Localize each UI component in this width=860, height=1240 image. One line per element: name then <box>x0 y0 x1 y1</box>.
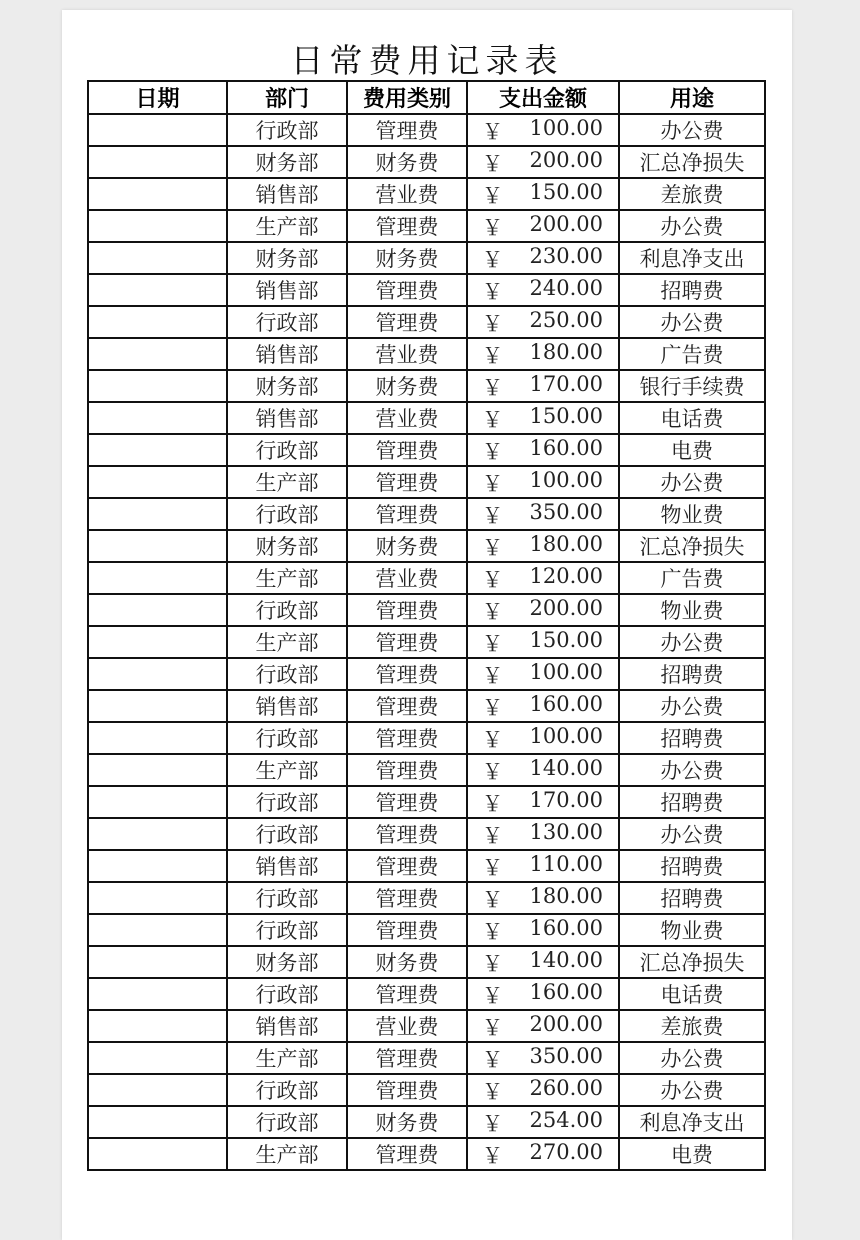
category-cell: 管理费 <box>347 754 467 786</box>
department-cell: 财务部 <box>227 146 347 178</box>
currency-symbol: ￥ <box>482 568 503 592</box>
table-row <box>88 722 765 754</box>
amount-cell <box>467 1138 619 1170</box>
category-cell: 管理费 <box>347 434 467 466</box>
department-cell: 生产部 <box>227 1042 347 1074</box>
department-cell: 销售部 <box>227 402 347 434</box>
amount-value: 140.00 <box>529 948 603 972</box>
amount-cell <box>467 786 619 818</box>
currency-symbol: ￥ <box>482 1016 503 1040</box>
department-cell: 销售部 <box>227 338 347 370</box>
department-cell: 财务部 <box>227 242 347 274</box>
date-cell <box>88 306 227 338</box>
table-row <box>88 946 765 978</box>
table-row <box>88 210 765 242</box>
category-cell: 管理费 <box>347 850 467 882</box>
amount-cell <box>467 338 619 370</box>
amount-value: 350.00 <box>529 1044 603 1068</box>
amount-value: 170.00 <box>529 788 603 812</box>
amount-cell <box>467 594 619 626</box>
category-cell: 财务费 <box>347 370 467 402</box>
table-row <box>88 466 765 498</box>
purpose-cell: 办公费 <box>619 210 765 242</box>
purpose-cell: 办公费 <box>619 1042 765 1074</box>
table-row <box>88 1106 765 1138</box>
expense-table <box>87 80 766 1171</box>
purpose-cell: 办公费 <box>619 306 765 338</box>
category-cell: 管理费 <box>347 914 467 946</box>
table-row <box>88 306 765 338</box>
department-cell: 行政部 <box>227 978 347 1010</box>
purpose-cell: 招聘费 <box>619 786 765 818</box>
purpose-cell: 利息净支出 <box>619 1106 765 1138</box>
amount-cell <box>467 850 619 882</box>
purpose-cell: 物业费 <box>619 594 765 626</box>
currency-symbol: ￥ <box>482 664 503 688</box>
date-cell <box>88 1042 227 1074</box>
table-row <box>88 498 765 530</box>
amount-value: 100.00 <box>529 468 603 492</box>
date-cell <box>88 914 227 946</box>
amount-value: 200.00 <box>529 212 603 236</box>
purpose-cell: 物业费 <box>619 914 765 946</box>
category-cell: 管理费 <box>347 626 467 658</box>
amount-value: 160.00 <box>529 436 603 460</box>
table-row <box>88 882 765 914</box>
category-cell: 管理费 <box>347 1042 467 1074</box>
department-cell: 行政部 <box>227 1106 347 1138</box>
department-cell: 行政部 <box>227 786 347 818</box>
header-category: 费用类别 <box>347 81 467 114</box>
purpose-cell: 汇总净损失 <box>619 146 765 178</box>
currency-symbol: ￥ <box>482 920 503 944</box>
amount-value: 240.00 <box>529 276 603 300</box>
amount-cell <box>467 626 619 658</box>
department-cell: 行政部 <box>227 818 347 850</box>
category-cell: 管理费 <box>347 306 467 338</box>
table-row <box>88 146 765 178</box>
header-department: 部门 <box>227 81 347 114</box>
category-cell: 管理费 <box>347 498 467 530</box>
date-cell <box>88 178 227 210</box>
currency-symbol: ￥ <box>482 280 503 304</box>
date-cell <box>88 498 227 530</box>
purpose-cell: 电话费 <box>619 402 765 434</box>
table-row <box>88 402 765 434</box>
department-cell: 财务部 <box>227 530 347 562</box>
purpose-cell: 银行手续费 <box>619 370 765 402</box>
amount-cell <box>467 1106 619 1138</box>
date-cell <box>88 1106 227 1138</box>
category-cell: 管理费 <box>347 722 467 754</box>
purpose-cell: 差旅费 <box>619 178 765 210</box>
category-cell: 管理费 <box>347 786 467 818</box>
category-cell: 管理费 <box>347 658 467 690</box>
date-cell <box>88 530 227 562</box>
category-cell: 管理费 <box>347 1074 467 1106</box>
department-cell: 销售部 <box>227 850 347 882</box>
header-purpose: 用途 <box>619 81 765 114</box>
department-cell: 销售部 <box>227 274 347 306</box>
purpose-cell: 招聘费 <box>619 274 765 306</box>
department-cell: 销售部 <box>227 1010 347 1042</box>
purpose-cell: 招聘费 <box>619 882 765 914</box>
date-cell <box>88 1010 227 1042</box>
table-row <box>88 690 765 722</box>
amount-value: 140.00 <box>529 756 603 780</box>
amount-cell <box>467 274 619 306</box>
currency-symbol: ￥ <box>482 824 503 848</box>
department-cell: 生产部 <box>227 626 347 658</box>
amount-value: 160.00 <box>529 916 603 940</box>
amount-cell <box>467 530 619 562</box>
currency-symbol: ￥ <box>482 1112 503 1136</box>
purpose-cell: 差旅费 <box>619 1010 765 1042</box>
currency-symbol: ￥ <box>482 536 503 560</box>
purpose-cell: 物业费 <box>619 498 765 530</box>
date-cell <box>88 690 227 722</box>
page-title: 日常费用记录表 <box>290 41 564 80</box>
department-cell: 行政部 <box>227 1074 347 1106</box>
amount-value: 180.00 <box>529 532 603 556</box>
purpose-cell: 汇总净损失 <box>619 530 765 562</box>
table-row <box>88 338 765 370</box>
amount-value: 100.00 <box>529 660 603 684</box>
amount-value: 110.00 <box>529 852 603 876</box>
department-cell: 销售部 <box>227 178 347 210</box>
category-cell: 管理费 <box>347 690 467 722</box>
date-cell <box>88 274 227 306</box>
purpose-cell: 办公费 <box>619 466 765 498</box>
currency-symbol: ￥ <box>482 952 503 976</box>
amount-cell <box>467 562 619 594</box>
amount-cell <box>467 658 619 690</box>
table-row <box>88 786 765 818</box>
currency-symbol: ￥ <box>482 856 503 880</box>
amount-value: 270.00 <box>529 1140 603 1164</box>
date-cell <box>88 466 227 498</box>
table-row <box>88 754 765 786</box>
department-cell: 行政部 <box>227 434 347 466</box>
category-cell: 管理费 <box>347 818 467 850</box>
amount-value: 200.00 <box>529 148 603 172</box>
department-cell: 行政部 <box>227 498 347 530</box>
amount-value: 200.00 <box>529 1012 603 1036</box>
amount-cell <box>467 882 619 914</box>
purpose-cell: 办公费 <box>619 1074 765 1106</box>
department-cell: 生产部 <box>227 210 347 242</box>
department-cell: 行政部 <box>227 114 347 146</box>
amount-value: 160.00 <box>529 692 603 716</box>
table-row <box>88 562 765 594</box>
date-cell <box>88 434 227 466</box>
date-cell <box>88 338 227 370</box>
table-row <box>88 978 765 1010</box>
department-cell: 生产部 <box>227 562 347 594</box>
date-cell <box>88 562 227 594</box>
date-cell <box>88 370 227 402</box>
table-row <box>88 274 765 306</box>
category-cell: 营业费 <box>347 178 467 210</box>
amount-value: 254.00 <box>529 1108 603 1132</box>
table-row <box>88 1138 765 1170</box>
currency-symbol: ￥ <box>482 120 503 144</box>
department-cell: 行政部 <box>227 594 347 626</box>
amount-value: 230.00 <box>529 244 603 268</box>
currency-symbol: ￥ <box>482 152 503 176</box>
table-row <box>88 370 765 402</box>
table-row <box>88 594 765 626</box>
category-cell: 财务费 <box>347 242 467 274</box>
amount-cell <box>467 1042 619 1074</box>
currency-symbol: ￥ <box>482 184 503 208</box>
table-row <box>88 530 765 562</box>
purpose-cell: 广告费 <box>619 562 765 594</box>
department-cell: 行政部 <box>227 306 347 338</box>
category-cell: 管理费 <box>347 466 467 498</box>
date-cell <box>88 850 227 882</box>
category-cell: 管理费 <box>347 978 467 1010</box>
date-cell <box>88 978 227 1010</box>
amount-cell <box>467 146 619 178</box>
date-cell <box>88 754 227 786</box>
amount-cell <box>467 690 619 722</box>
amount-cell <box>467 914 619 946</box>
purpose-cell: 汇总净损失 <box>619 946 765 978</box>
table-row <box>88 434 765 466</box>
date-cell <box>88 114 227 146</box>
currency-symbol: ￥ <box>482 792 503 816</box>
header-date: 日期 <box>88 81 227 114</box>
header-amount: 支出金额 <box>467 81 619 114</box>
amount-value: 170.00 <box>529 372 603 396</box>
category-cell: 财务费 <box>347 946 467 978</box>
currency-symbol: ￥ <box>482 1048 503 1072</box>
amount-cell <box>467 978 619 1010</box>
amount-cell <box>467 370 619 402</box>
currency-symbol: ￥ <box>482 472 503 496</box>
purpose-cell: 招聘费 <box>619 658 765 690</box>
category-cell: 营业费 <box>347 1010 467 1042</box>
amount-value: 150.00 <box>529 180 603 204</box>
purpose-cell: 利息净支出 <box>619 242 765 274</box>
purpose-cell: 招聘费 <box>619 722 765 754</box>
purpose-cell: 电话费 <box>619 978 765 1010</box>
date-cell <box>88 210 227 242</box>
currency-symbol: ￥ <box>482 632 503 656</box>
table-row <box>88 626 765 658</box>
currency-symbol: ￥ <box>482 1080 503 1104</box>
purpose-cell: 办公费 <box>619 690 765 722</box>
currency-symbol: ￥ <box>482 760 503 784</box>
date-cell <box>88 722 227 754</box>
category-cell: 营业费 <box>347 562 467 594</box>
date-cell <box>88 658 227 690</box>
table-row <box>88 1010 765 1042</box>
amount-value: 200.00 <box>529 596 603 620</box>
department-cell: 生产部 <box>227 466 347 498</box>
amount-value: 350.00 <box>529 500 603 524</box>
amount-cell <box>467 754 619 786</box>
currency-symbol: ￥ <box>482 696 503 720</box>
table-row <box>88 818 765 850</box>
department-cell: 行政部 <box>227 658 347 690</box>
purpose-cell: 招聘费 <box>619 850 765 882</box>
date-cell <box>88 818 227 850</box>
amount-cell <box>467 466 619 498</box>
date-cell <box>88 242 227 274</box>
category-cell: 管理费 <box>347 210 467 242</box>
amount-cell <box>467 498 619 530</box>
purpose-cell: 办公费 <box>619 754 765 786</box>
category-cell: 管理费 <box>347 594 467 626</box>
category-cell: 营业费 <box>347 338 467 370</box>
amount-cell <box>467 434 619 466</box>
amount-value: 150.00 <box>529 628 603 652</box>
amount-cell <box>467 306 619 338</box>
table-row <box>88 658 765 690</box>
category-cell: 营业费 <box>347 402 467 434</box>
category-cell: 管理费 <box>347 1138 467 1170</box>
purpose-cell: 电费 <box>619 434 765 466</box>
amount-cell <box>467 1074 619 1106</box>
date-cell <box>88 1074 227 1106</box>
table-body <box>88 114 765 1170</box>
category-cell: 管理费 <box>347 882 467 914</box>
table-row <box>88 114 765 146</box>
amount-value: 150.00 <box>529 404 603 428</box>
department-cell: 财务部 <box>227 370 347 402</box>
purpose-cell: 办公费 <box>619 626 765 658</box>
date-cell <box>88 1138 227 1170</box>
amount-value: 160.00 <box>529 980 603 1004</box>
amount-value: 180.00 <box>529 340 603 364</box>
category-cell: 财务费 <box>347 530 467 562</box>
table-row <box>88 1042 765 1074</box>
table-row <box>88 914 765 946</box>
department-cell: 销售部 <box>227 690 347 722</box>
currency-symbol: ￥ <box>482 248 503 272</box>
amount-cell <box>467 178 619 210</box>
currency-symbol: ￥ <box>482 376 503 400</box>
amount-value: 100.00 <box>529 116 603 140</box>
table-row <box>88 242 765 274</box>
date-cell <box>88 626 227 658</box>
purpose-cell: 办公费 <box>619 818 765 850</box>
category-cell: 管理费 <box>347 114 467 146</box>
department-cell: 行政部 <box>227 914 347 946</box>
amount-cell <box>467 722 619 754</box>
amount-cell <box>467 1010 619 1042</box>
department-cell: 行政部 <box>227 722 347 754</box>
currency-symbol: ￥ <box>482 344 503 368</box>
amount-value: 130.00 <box>529 820 603 844</box>
date-cell <box>88 946 227 978</box>
date-cell <box>88 402 227 434</box>
department-cell: 生产部 <box>227 754 347 786</box>
currency-symbol: ￥ <box>482 600 503 624</box>
category-cell: 管理费 <box>347 274 467 306</box>
department-cell: 行政部 <box>227 882 347 914</box>
table-row <box>88 850 765 882</box>
table-row <box>88 178 765 210</box>
header-row <box>88 81 765 114</box>
amount-cell <box>467 818 619 850</box>
amount-cell <box>467 210 619 242</box>
amount-value: 180.00 <box>529 884 603 908</box>
currency-symbol: ￥ <box>482 440 503 464</box>
currency-symbol: ￥ <box>482 216 503 240</box>
currency-symbol: ￥ <box>482 888 503 912</box>
amount-cell <box>467 946 619 978</box>
amount-value: 260.00 <box>529 1076 603 1100</box>
date-cell <box>88 594 227 626</box>
amount-cell <box>467 242 619 274</box>
currency-symbol: ￥ <box>482 312 503 336</box>
amount-value: 100.00 <box>529 724 603 748</box>
date-cell <box>88 786 227 818</box>
currency-symbol: ￥ <box>482 504 503 528</box>
category-cell: 财务费 <box>347 146 467 178</box>
currency-symbol: ￥ <box>482 728 503 752</box>
amount-cell <box>467 114 619 146</box>
amount-cell <box>467 402 619 434</box>
document-page <box>62 10 792 1240</box>
currency-symbol: ￥ <box>482 984 503 1008</box>
department-cell: 财务部 <box>227 946 347 978</box>
amount-value: 120.00 <box>529 564 603 588</box>
purpose-cell: 广告费 <box>619 338 765 370</box>
date-cell <box>88 146 227 178</box>
date-cell <box>88 882 227 914</box>
department-cell: 生产部 <box>227 1138 347 1170</box>
purpose-cell: 电费 <box>619 1138 765 1170</box>
purpose-cell: 办公费 <box>619 114 765 146</box>
amount-value: 250.00 <box>529 308 603 332</box>
currency-symbol: ￥ <box>482 408 503 432</box>
category-cell: 财务费 <box>347 1106 467 1138</box>
currency-symbol: ￥ <box>482 1144 503 1168</box>
table-row <box>88 1074 765 1106</box>
